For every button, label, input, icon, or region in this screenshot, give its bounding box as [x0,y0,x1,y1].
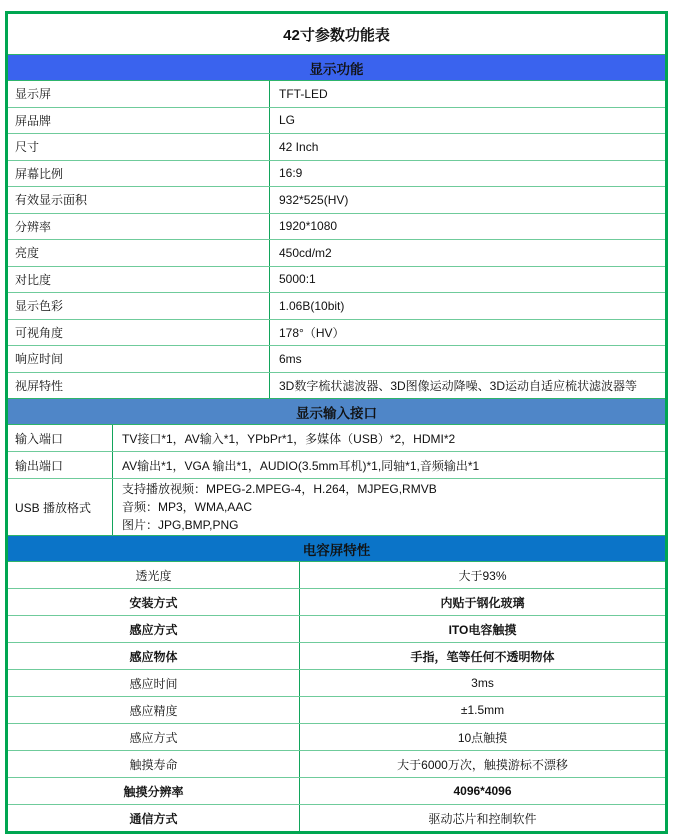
spec-value: 3ms [471,676,494,690]
spec-label: 安装方式 [8,589,300,615]
spec-label: 感应方式 [8,616,300,642]
section-header-label: 显示输入接口 [296,405,377,421]
spec-label: 视屏特性 [8,373,270,399]
spec-label: USB 播放格式 [8,479,113,535]
spec-value: 大于6000万次，触摸游标不漂移 [397,757,568,772]
spec-label: 感应精度 [8,697,300,723]
section-header-touch [8,535,665,561]
page-title: 42寸参数功能表 [283,26,390,44]
spec-row-color-depth [8,292,665,319]
spec-label: 响应时间 [8,346,270,372]
usb-image-formats: 图片：JPG,BMP,PNG [122,518,239,532]
spec-label: 显示色彩 [8,293,270,319]
spec-label: 触摸寿命 [8,751,300,777]
spec-row-brightness [8,239,665,266]
spec-label: 输出端口 [8,452,113,478]
spec-row-video-features [8,372,665,399]
spec-row-communication [8,804,665,831]
spec-label: 输入端口 [8,425,113,451]
section-header-label: 电容屏特性 [302,542,371,558]
spec-table [5,11,668,834]
spec-label: 尺寸 [8,134,270,160]
spec-value: 内贴于钢化玻璃 [440,595,525,610]
spec-row-output-ports [8,451,665,478]
spec-value: TFT-LED [279,86,328,101]
spec-value: 手指，笔等任何不透明物体 [410,649,555,664]
spec-label: 显示屏 [8,81,270,107]
section-header-io [8,398,665,424]
spec-value: ITO电容触摸 [448,622,517,637]
spec-label: 感应时间 [8,670,300,696]
spec-value: 4096*4096 [453,784,512,798]
usb-video-formats: 支持播放视频：MPEG-2.MPEG-4，H.264，MJPEG,RMVB [122,482,437,496]
spec-row-sensing-method [8,615,665,642]
table-title-row [8,14,665,54]
spec-value: TV接口*1，AV输入*1，YPbPr*1，多媒体（USB）*2，HDMI*2 [122,431,456,446]
spec-row-touch-lifespan [8,750,665,777]
spec-label: 触摸分辨率 [8,778,300,804]
spec-row-contrast [8,266,665,293]
spec-row-screen [8,80,665,107]
spec-row-aspect-ratio [8,160,665,187]
spec-value: 1920*1080 [279,219,338,234]
spec-label: 可视角度 [8,320,270,346]
spec-value: 10点触摸 [457,730,508,745]
section-header-display [8,54,665,80]
spec-value: 驱动芯片和控制软件 [428,811,537,826]
spec-label: 透光度 [8,562,300,588]
spec-value: ±1.5mm [460,703,505,717]
spec-row-usb-formats [8,478,665,535]
spec-value: 178°（HV） [279,325,345,340]
spec-value: 16:9 [279,166,303,181]
spec-label: 屏幕比例 [8,161,270,187]
spec-value: 450cd/m2 [279,245,332,260]
spec-row-transmittance [8,561,665,588]
spec-row-sensing-precision [8,696,665,723]
spec-value: 6ms [279,351,302,366]
spec-row-mounting [8,588,665,615]
spec-row-sensing-time [8,669,665,696]
spec-row-touch-points [8,723,665,750]
spec-value: 大于93% [458,568,507,583]
spec-row-input-ports [8,424,665,451]
spec-row-panel-brand [8,107,665,134]
spec-row-viewing-angle [8,319,665,346]
spec-label: 有效显示面积 [8,187,270,213]
spec-label: 对比度 [8,267,270,293]
spec-label: 感应物体 [8,643,300,669]
spec-row-touch-resolution [8,777,665,804]
spec-value: 42 Inch [279,139,319,154]
spec-value: AV输出*1，VGA 输出*1，AUDIO(3.5mm耳机)*1,同轴*1,音频输出*1 [122,458,480,473]
spec-value: 1.06B(10bit) [279,298,345,313]
spec-value: 932*525(HV) [279,192,349,207]
spec-row-sensing-object [8,642,665,669]
spec-label: 通信方式 [8,805,300,831]
spec-row-resolution [8,213,665,240]
spec-value: 3D数字梳状滤波器、3D图像运动降噪、3D运动自适应梳状滤波器等 [279,378,638,393]
spec-value: 5000:1 [279,272,316,287]
spec-row-response-time [8,345,665,372]
spec-label: 屏品牌 [8,108,270,134]
spec-value-multiline [113,480,665,534]
spec-row-display-area [8,186,665,213]
spec-row-size [8,133,665,160]
section-header-label: 显示功能 [309,61,364,77]
spec-label: 感应方式 [8,724,300,750]
spec-value: LG [279,113,296,128]
spec-label: 分辨率 [8,214,270,240]
usb-audio-formats: 音频：MP3，WMA,AAC [122,500,253,514]
spec-label: 亮度 [8,240,270,266]
